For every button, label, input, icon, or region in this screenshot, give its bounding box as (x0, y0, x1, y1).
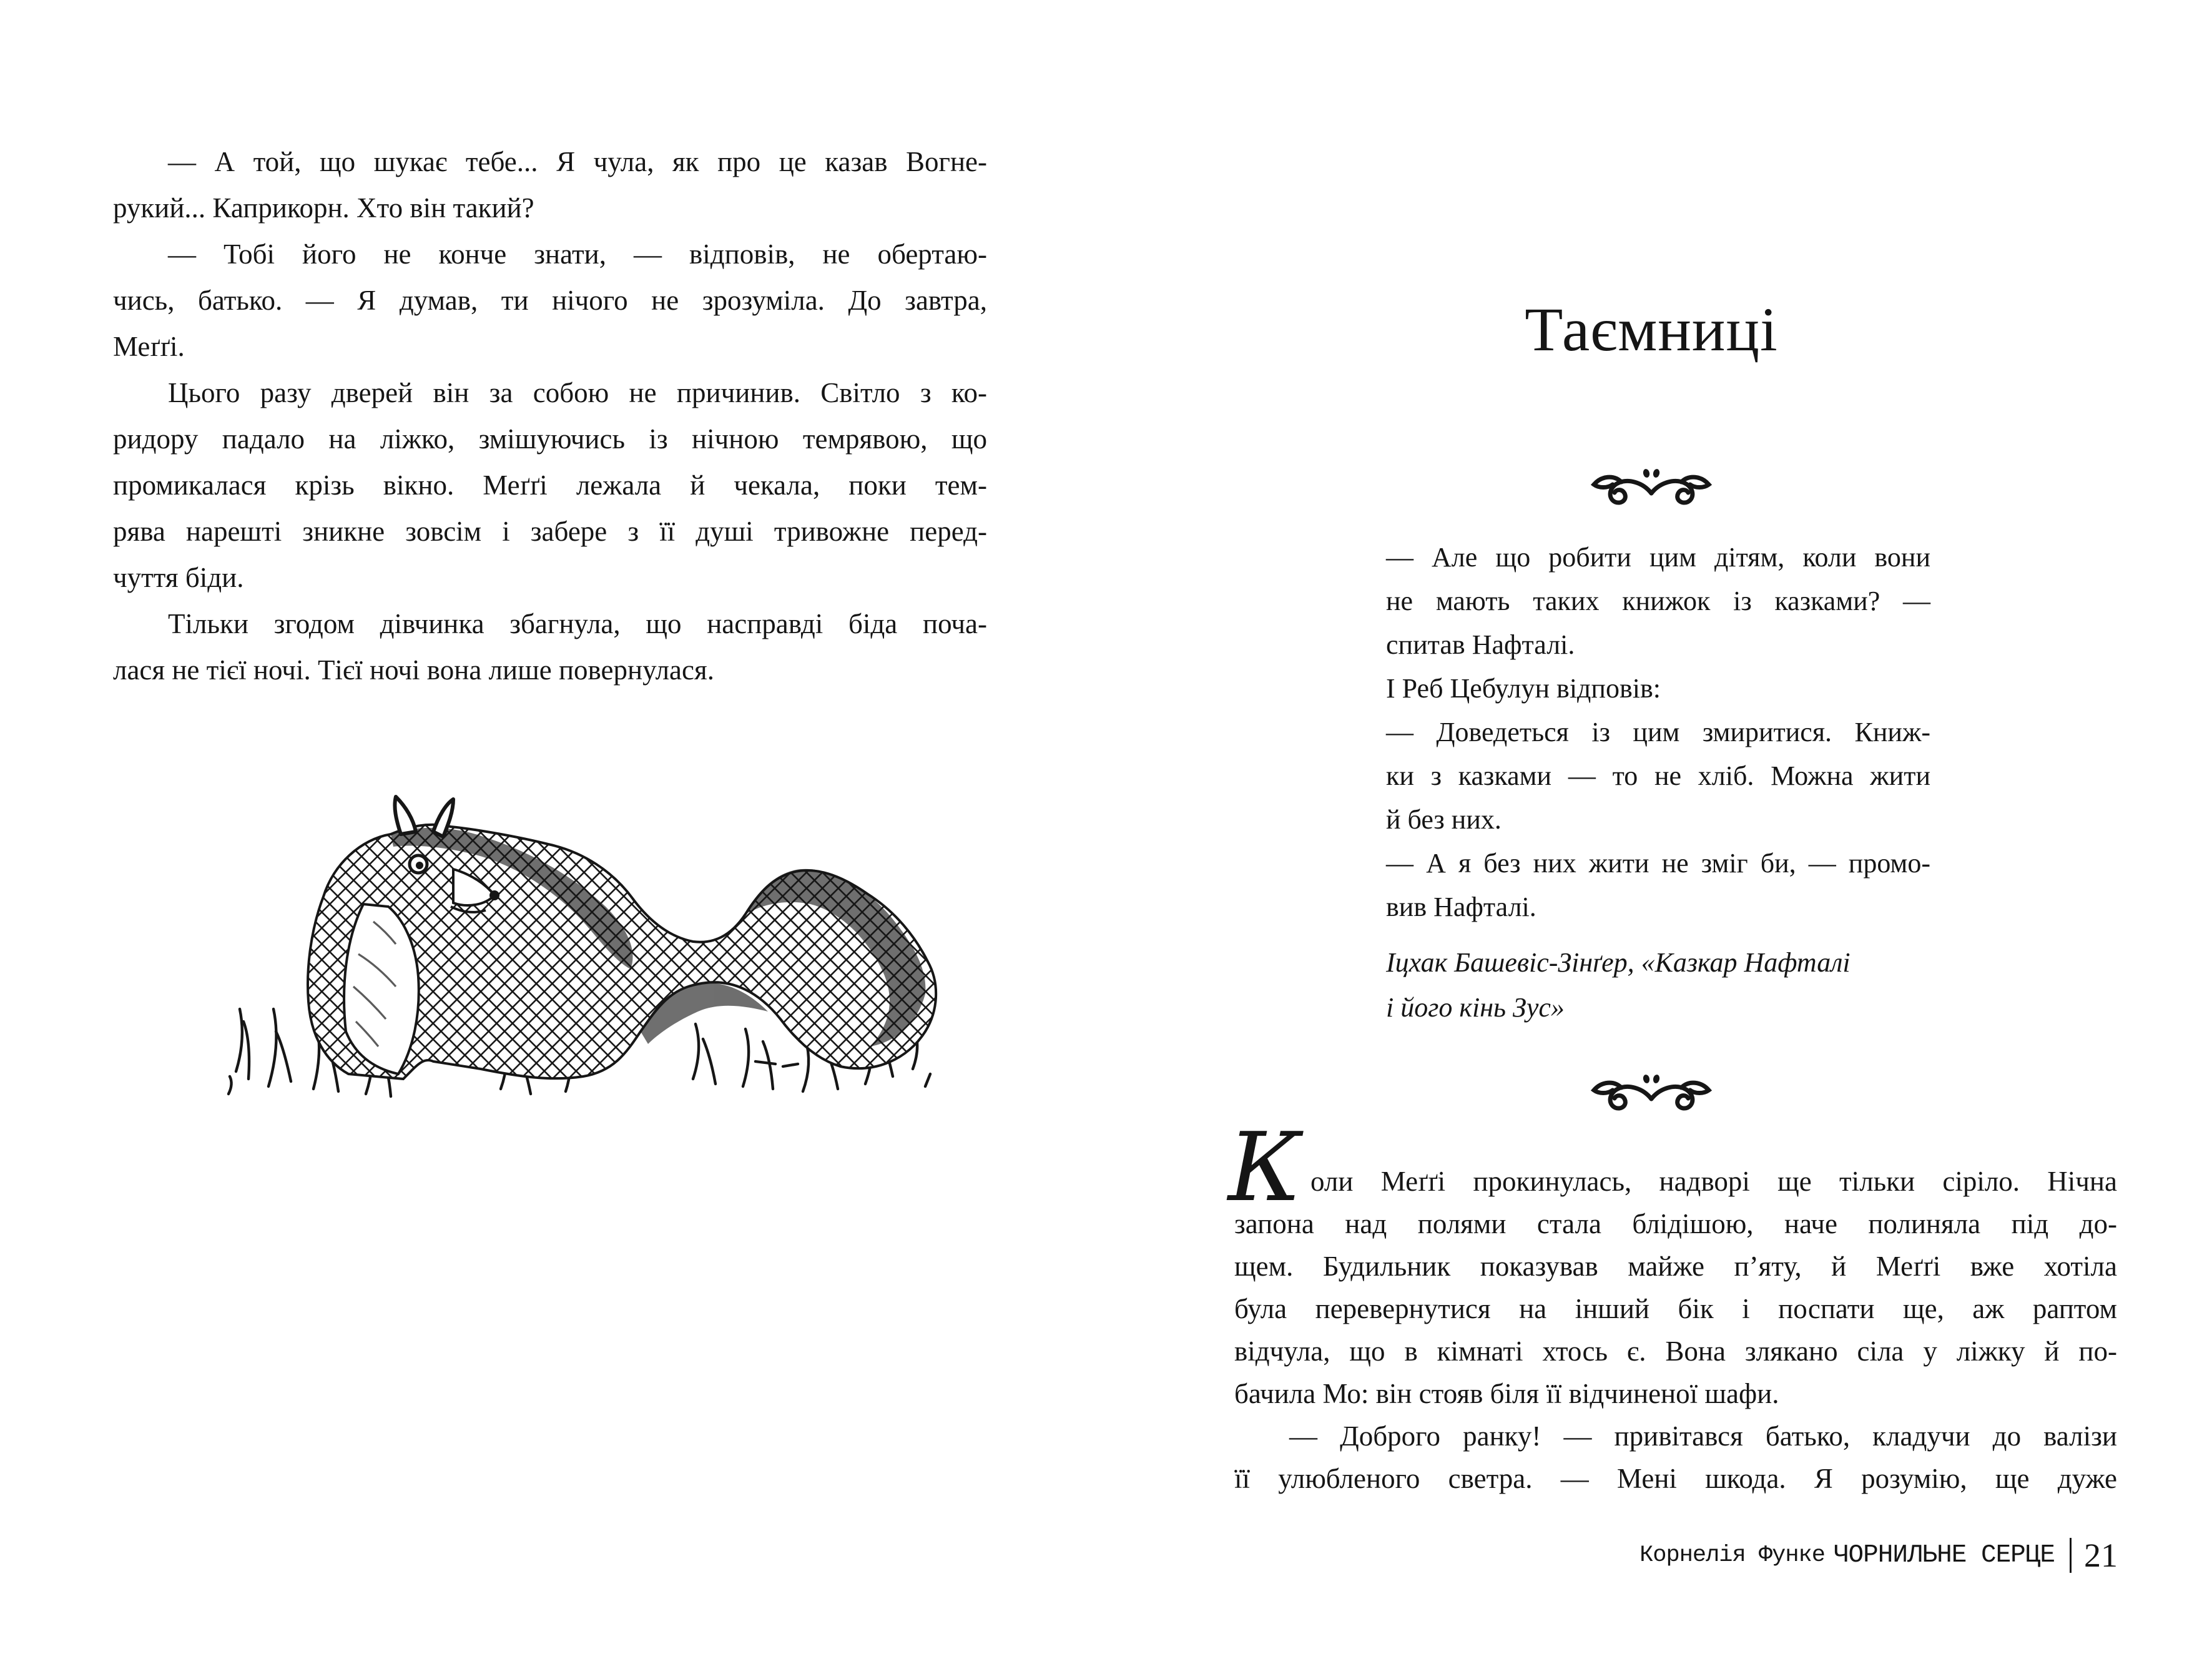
text-line: чуття біди. (113, 562, 244, 593)
page-number: 21 (2084, 1537, 2118, 1574)
chapter-title: Таємниці (1525, 295, 1778, 364)
epigraph-line: ки з казками — то не хліб. Можна жити (1386, 761, 1930, 791)
page-footer (1639, 1536, 2118, 1575)
epigraph-line: І Реб Цебулун відповів: (1386, 673, 1661, 704)
body-line: оли Меґґі прокинулась, надворі ще тільки сіріло. Нічна (1310, 1166, 2117, 1197)
text-line: — Тобі його не конче знати, — відповів, не обертаю- (168, 239, 987, 270)
text-line: Меґґі. (113, 331, 185, 362)
epigraph-line: й без них. (1386, 804, 1502, 835)
epigraph-line: — Доведеться із цим змиритися. Книж- (1386, 717, 1930, 747)
attribution-line: Іцхак Башевіс-Зінґер, «Казкар Нафталі (1386, 947, 1851, 978)
footer-author: Корнелія Функе (1639, 1542, 1825, 1568)
text-line: рукий... Каприкорн. Хто він такий? (113, 192, 534, 224)
body-line: щем. Будильник показував майже п’яту, й Меґґі вже хотіла (1234, 1251, 2117, 1282)
text-line: ридору падало на ліжко, змішуючись із нічною темрявою, що (113, 423, 987, 455)
epigraph (1386, 536, 1930, 929)
epigraph-attribution (1386, 940, 1948, 1030)
drop-cap-initial: К (1228, 1112, 1302, 1223)
text-line: промикалася крізь вікно. Меґґі лежала й чекала, поки тем- (113, 470, 987, 501)
epigraph-line: — А я без них жити не зміг би, — промо- (1386, 848, 1930, 879)
text-line: рява нарешті зникне зовсім і забере з її душі тривожне перед- (113, 516, 987, 547)
text-line: лася не тієї ночі. Тієї ночі вона лише повернулася. (113, 654, 714, 686)
epigraph-line: не мають таких книжок із казками? — (1386, 586, 1930, 616)
body-line: запона над полями стала блідішою, наче полиняла під до- (1234, 1208, 2117, 1239)
epigraph-line: вив Нафталі. (1386, 892, 1536, 922)
chapter-body-text (1228, 1112, 2117, 1500)
attribution-line: і його кінь Зус» (1386, 992, 1565, 1023)
pupil (416, 862, 423, 869)
epigraph-line: спитав Нафталі. (1386, 629, 1575, 660)
body-line: її улюбленого светра. — Мені шкода. Я розумію, ще дуже (1234, 1463, 2117, 1494)
text-line: чись, батько. — Я думав, ти нічого не зрозуміла. До завтра, (113, 285, 987, 316)
footer-book-title: ЧОРНИЛЬНЕ СЕРЦЕ (1833, 1541, 2055, 1570)
epigraph-line: — Але що робити цим дітям, коли вони (1386, 542, 1930, 573)
body-line: була перевернутися на інший бік і поспати ще, аж раптом (1234, 1293, 2117, 1324)
footer-divider-rule (2070, 1538, 2072, 1573)
body-line: бачила Мо: він стояв біля її відчиненої шафи. (1234, 1378, 1779, 1409)
flourish-ornament-top (1589, 466, 1714, 516)
text-line: Цього разу дверей він за собою не причинив. Світло з ко- (168, 377, 987, 408)
marten-illustration (219, 792, 943, 1104)
left-page-text (113, 139, 987, 693)
body-line: — Доброго ранку! — привітався батько, кладучи до валізи (1289, 1420, 2117, 1452)
text-line: Тільки згодом дівчинка збагнула, що насправді біда поча- (168, 608, 987, 639)
nose (489, 890, 499, 900)
flourish-ornament-bottom (1589, 1071, 1714, 1121)
text-line: — А той, що шукає тебе... Я чула, як про це казав Вогне- (168, 146, 987, 177)
body-line: відчула, що в кімнаті хтось є. Вона злякано сіла у ліжку й по- (1234, 1336, 2117, 1367)
